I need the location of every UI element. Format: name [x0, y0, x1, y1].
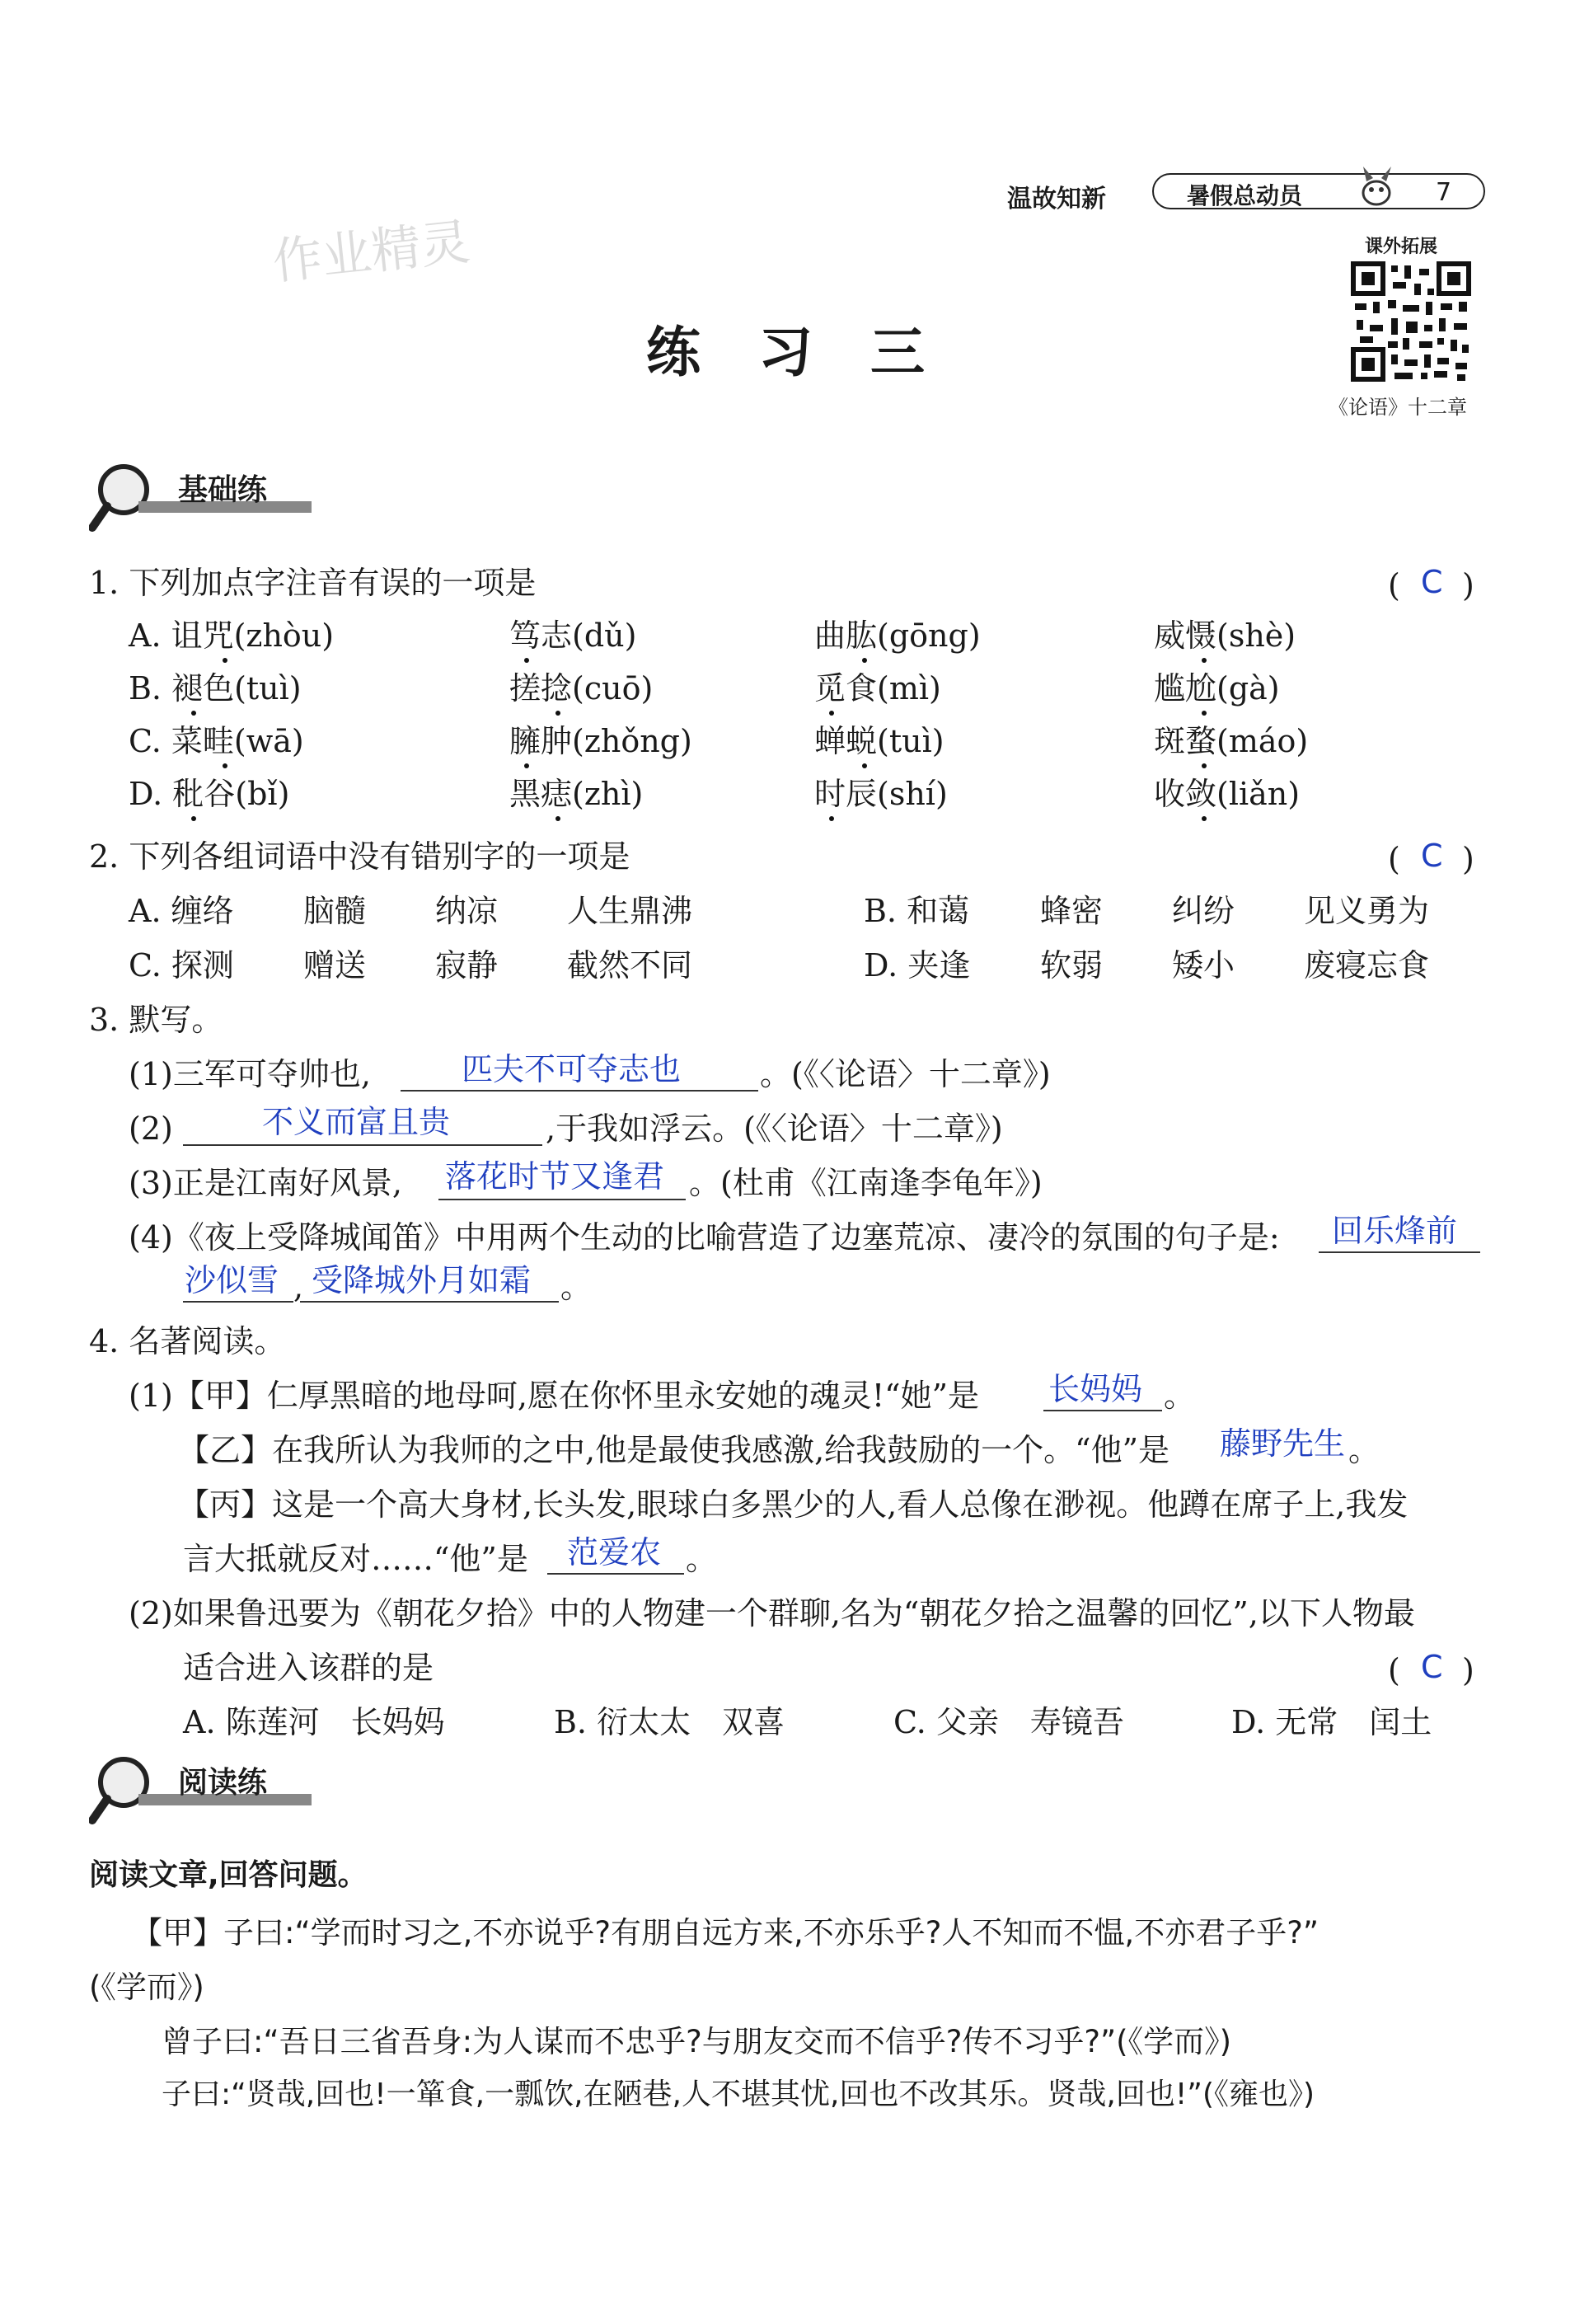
header-section-label: 温故知新 — [1007, 185, 1106, 214]
q4-option-c: C. 父亲 寿镜吾 — [893, 1704, 1124, 1740]
emphasis-dot — [555, 816, 560, 821]
header-series-label: 暑假总动员 — [1187, 182, 1303, 209]
q2-b4: 见义勇为 — [1304, 893, 1430, 929]
magnifier-icon — [89, 1751, 163, 1825]
emphasis-dot — [1202, 816, 1207, 821]
q3-p2-blank — [183, 1144, 542, 1146]
page-number: 7 — [1436, 178, 1452, 207]
emphasis-dot — [1202, 658, 1207, 663]
q3-p2-post: ,于我如浮云。(《〈论语〉十二章》) — [546, 1110, 1003, 1147]
q1-c4: 斑蝥(máo) — [1154, 723, 1309, 759]
q1-d1: D. 秕谷(bǐ) — [129, 776, 290, 812]
q1-paren-left: ( — [1388, 567, 1400, 603]
q2-c3: 寂静 — [435, 947, 499, 984]
q1-c3: 蝉蜕(tuì) — [814, 723, 944, 759]
q3-p3-blank — [438, 1199, 686, 1200]
q1-paren-right: ) — [1462, 567, 1474, 603]
q2-a3: 纳凉 — [435, 893, 499, 929]
section-basic-label: 基础练 — [178, 473, 268, 507]
emphasis-dot — [1202, 711, 1207, 716]
emphasis-dot — [191, 816, 196, 821]
q2-answer: C — [1421, 838, 1443, 874]
emphasis-dot — [223, 658, 227, 663]
emphasis-dot — [862, 658, 867, 663]
q1-d4: 收敛(liǎn) — [1154, 776, 1301, 812]
q3-p4-answer1: 回乐烽前 — [1332, 1213, 1458, 1249]
q2-a4: 人生鼎沸 — [567, 893, 693, 929]
q1-b1: B. 褪色(tuì) — [129, 670, 302, 707]
q3-p4-end: 。 — [560, 1269, 593, 1305]
q4-bing-pre: 言大抵就反对……“他”是 — [183, 1541, 528, 1577]
q1-stem: 1. 下列加点字注音有误的一项是 — [89, 565, 537, 601]
q1-c2: 臃肿(zhǒng) — [509, 723, 692, 759]
q2-d4: 废寝忘食 — [1304, 947, 1430, 984]
q3-p4-sep: , — [293, 1269, 304, 1305]
q2-c1: C. 探测 — [129, 947, 234, 984]
emphasis-dot — [555, 711, 560, 716]
q3-p4-blank3 — [300, 1301, 559, 1303]
q1-b3: 觅食(mì) — [814, 670, 941, 707]
q3-p3-answer: 落花时节又逢君 — [445, 1158, 665, 1195]
q3-p4-blank1 — [1319, 1251, 1480, 1253]
magnifier-icon — [89, 458, 163, 533]
q4-option-d: D. 无常 闰土 — [1231, 1704, 1432, 1740]
q3-stem: 3. 默写。 — [89, 1002, 223, 1038]
q2-paren-right: ) — [1462, 841, 1474, 877]
mascot-icon — [1352, 162, 1401, 211]
q4-jia-end: 。 — [1164, 1378, 1196, 1414]
page-title: 练习三 — [646, 321, 982, 384]
q3-p1-answer: 匹夫不可夺志也 — [462, 1051, 682, 1087]
q3-p4-answer3: 受降城外月如霜 — [312, 1262, 532, 1298]
q2-b1: B. 和蔼 — [864, 893, 970, 929]
q4-jia-answer: 长妈妈 — [1048, 1371, 1143, 1407]
section-reading-label: 阅读练 — [178, 1766, 268, 1800]
q1-a3: 曲肱(gōng) — [814, 617, 981, 654]
q1-answer: C — [1421, 564, 1443, 600]
q2-d1: D. 夹逢 — [864, 947, 971, 984]
q3-p3-post: 。(杜甫《江南逢李龟年》) — [689, 1165, 1043, 1201]
q4-p2-line1: (2)如果鲁迅要为《朝花夕拾》中的人物建一个群聊,名为“朝花夕拾之温馨的回忆”,以下人物最 — [129, 1595, 1415, 1631]
reading-instruction: 阅读文章,回答问题。 — [89, 1858, 368, 1892]
qr-code-icon[interactable] — [1348, 259, 1474, 384]
q1-d2: 黑痣(zhì) — [509, 776, 644, 812]
q4-jia-blank — [1043, 1410, 1162, 1411]
q4-paren-left: ( — [1388, 1652, 1400, 1688]
q3-p1-blank — [401, 1090, 758, 1092]
q4-bing-answer: 范爱农 — [567, 1534, 662, 1570]
q3-p2-answer: 不义而富且贵 — [262, 1104, 451, 1140]
q4-paren-right: ) — [1462, 1652, 1474, 1688]
q3-p1-pre: (1)三军可夺帅也, — [129, 1056, 371, 1092]
q3-p1-post: 。(《〈论语〉十二章》) — [760, 1056, 1051, 1092]
watermark: 作业精灵 — [270, 213, 473, 292]
q1-a4: 威慑(shè) — [1154, 617, 1296, 654]
reading-line2: (《学而》) — [89, 1970, 204, 2005]
q3-p3-pre: (3)正是江南好风景, — [129, 1165, 402, 1201]
emphasis-dot — [829, 711, 834, 716]
emphasis-dot — [524, 763, 529, 768]
section-basic — [89, 458, 312, 529]
q4-yi-answer: 藤野先生 — [1220, 1425, 1346, 1462]
q2-stem: 2. 下列各组词语中没有错别字的一项是 — [89, 838, 630, 875]
q4-stem: 4. 名著阅读。 — [89, 1323, 286, 1359]
q2-c4: 截然不同 — [567, 947, 693, 984]
emphasis-dot — [191, 711, 196, 716]
q2-b2: 蜂密 — [1040, 893, 1104, 929]
q4-option-a: A. 陈莲河 长妈妈 — [183, 1704, 445, 1740]
reading-line4: 子曰:“贤哉,回也!一箪食,一瓢饮,在陋巷,人不堪其忧,回也不改其乐。贤哉,回也!”(《雍也》) — [162, 2078, 1315, 2111]
q4-bing-blank — [547, 1573, 684, 1575]
q1-b4: 尴尬(gà) — [1154, 670, 1280, 707]
q2-d3: 矮小 — [1172, 947, 1235, 984]
reading-line1: 【甲】子曰:“学而时习之,不亦说乎?有朋自远方来,不亦乐乎?人不知而不愠,不亦君子乎?” — [132, 1915, 1319, 1951]
emphasis-dot — [829, 816, 834, 821]
q4-p2-line2: 适合进入该群的是 — [183, 1650, 434, 1686]
q1-c1: C. 菜畦(wā) — [129, 723, 304, 759]
q1-b2: 搓捻(cuō) — [509, 670, 654, 707]
q2-d2: 软弱 — [1040, 947, 1104, 984]
q4-yi-end: 。 — [1348, 1432, 1380, 1468]
emphasis-dot — [1202, 763, 1207, 768]
q4-bing-line1: 【丙】这是一个高大身材,长头发,眼球白多黑少的人,看人总像在渺视。他蹲在席子上,我发 — [178, 1486, 1409, 1523]
q3-p2-pre: (2) — [129, 1110, 173, 1147]
q3-p4-answer2: 沙似雪 — [185, 1262, 279, 1298]
emphasis-dot — [524, 658, 529, 663]
emphasis-dot — [862, 763, 867, 768]
q3-p4-pre: (4)《夜上受降城闻笛》中用两个生动的比喻营造了边塞荒凉、凄冷的氛围的句子是: — [129, 1219, 1280, 1256]
q1-a2: 笃志(dǔ) — [509, 617, 637, 654]
q4-yi-pre: 【乙】在我所认为我师的之中,他是最使我感激,给我鼓励的一个。“他”是 — [178, 1432, 1170, 1468]
q2-paren-left: ( — [1388, 841, 1400, 877]
q2-b3: 纠纷 — [1172, 893, 1235, 929]
q1-a1: A. 诅咒(zhòu) — [129, 617, 335, 654]
q4-jia-pre: (1)【甲】仁厚黑暗的地母呵,愿在你怀里永安她的魂灵!“她”是 — [129, 1378, 980, 1414]
q2-a2: 脑髓 — [303, 893, 367, 929]
q4-option-b: B. 衍太太 双喜 — [554, 1704, 785, 1740]
qr-caption-top: 课外拓展 — [1365, 237, 1438, 257]
qr-caption-bottom: 《论语》十二章 — [1329, 396, 1467, 419]
section-reading — [89, 1751, 312, 1822]
q2-a1: A. 缠络 — [129, 893, 234, 929]
reading-line3: 曾子曰:“吾日三省吾身:为人谋而不忠乎?与朋友交而不信乎?传不习乎?”(《学而》) — [162, 2024, 1232, 2059]
q1-d3: 时辰(shí) — [814, 776, 948, 812]
emphasis-dot — [223, 763, 227, 768]
q3-p4-blank2 — [183, 1301, 293, 1303]
q2-c2: 赠送 — [303, 947, 367, 984]
q4-p2-answer: C — [1421, 1649, 1443, 1685]
q4-bing-end: 。 — [686, 1541, 718, 1577]
